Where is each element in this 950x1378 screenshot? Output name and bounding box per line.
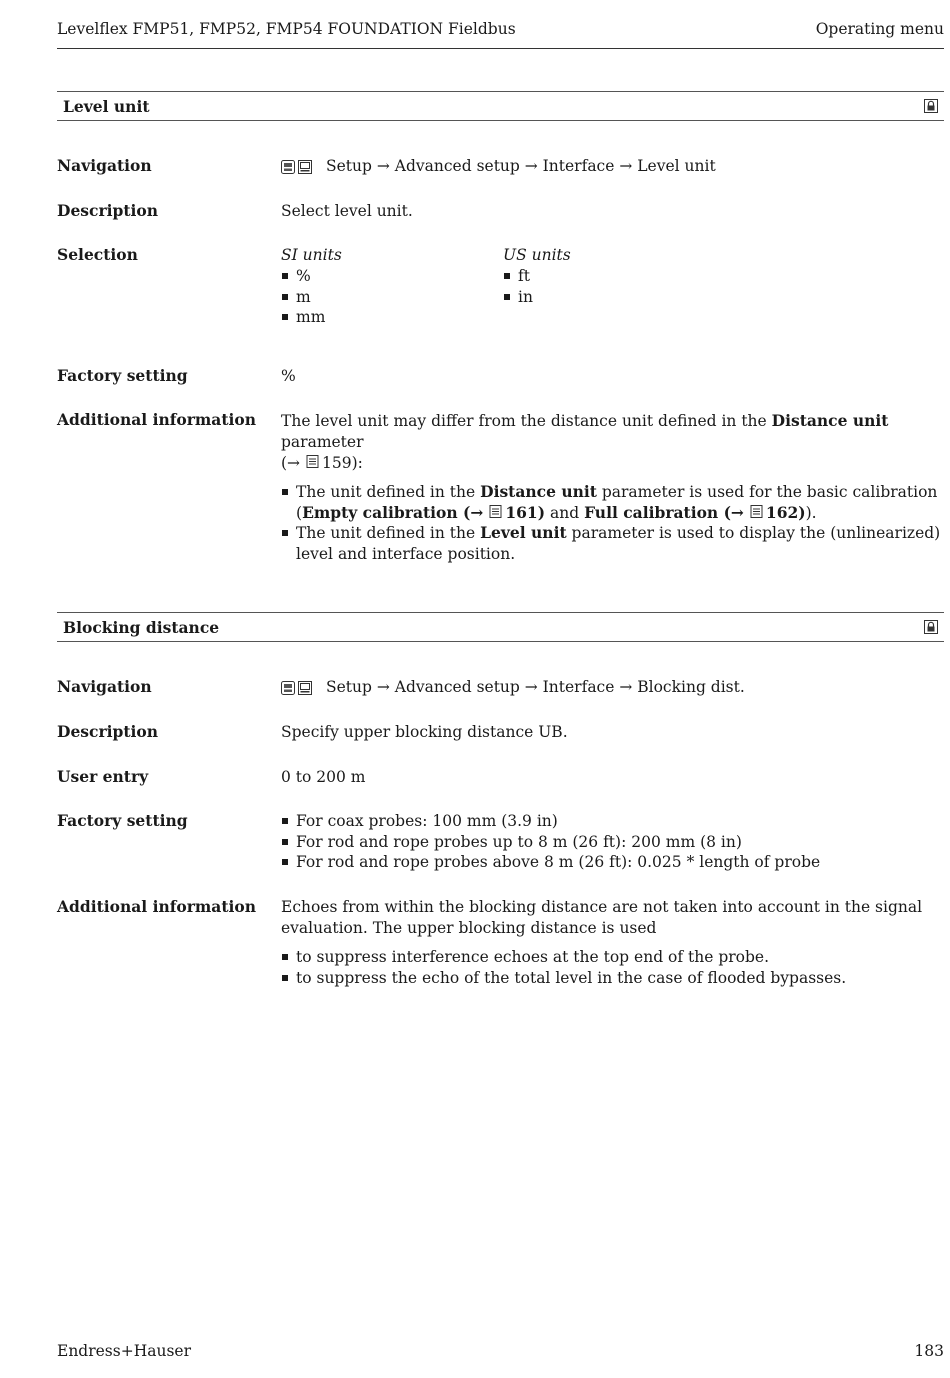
info-text: Echoes from within the blocking distance are not taken into account in the signal evaluation. The upper blocking distance is used	[281, 898, 923, 937]
description-label: Description	[57, 201, 159, 220]
additional-info-value	[281, 410, 944, 564]
page-ref-icon	[750, 505, 763, 518]
additional-info-label: Additional information	[57, 410, 257, 429]
list-item: For rod and rope probes above 8 m (26 ft): 0.025 * length of probe	[281, 852, 944, 873]
lock-icon	[924, 99, 938, 113]
description-label: Description	[57, 722, 159, 741]
list-item: ft	[503, 266, 571, 287]
document-title: Levelflex FMP51, FMP52, FMP54 FOUNDATION Fieldbus	[57, 20, 516, 38]
selection-options	[281, 245, 944, 328]
list-item: The unit defined in the Level unit parameter is used to display the (unlinearized) level and interface position.	[281, 523, 944, 564]
additional-info-label: Additional information	[57, 897, 257, 916]
us-units-column	[503, 245, 571, 328]
lock-icon	[924, 620, 938, 634]
page-ref-icon	[306, 455, 319, 468]
selection-label: Selection	[57, 245, 138, 264]
info-text: (→	[281, 454, 301, 472]
page-ref-link[interactable]: 162)	[765, 502, 806, 522]
list-item: The unit defined in the Distance unit parameter is used for the basic calibration (Empty calibration (→ 161) and Full calibration (→ 162)).	[281, 482, 944, 523]
section-name: Operating menu	[815, 20, 944, 38]
page-header	[57, 20, 944, 49]
factory-setting-value	[281, 811, 944, 873]
user-entry-label: User entry	[57, 767, 149, 786]
page-ref-icon	[489, 505, 502, 518]
factory-setting-value: %	[281, 367, 296, 385]
page-ref-link[interactable]: 159):	[322, 454, 363, 472]
navigation-label: Navigation	[57, 677, 152, 696]
si-units-column	[281, 245, 503, 328]
brand-name: Endress+Hauser	[57, 1342, 191, 1360]
list-item: to suppress the echo of the total level in the case of flooded bypasses.	[281, 968, 944, 989]
list-item: mm	[281, 307, 503, 328]
list-item: %	[281, 266, 503, 287]
page-number: 183	[914, 1342, 944, 1360]
param-link-distance-unit[interactable]: Distance unit	[771, 411, 889, 430]
factory-setting-label: Factory setting	[57, 366, 188, 385]
navigation-path: Setup → Advanced setup → Interface → Blocking dist.	[326, 678, 745, 696]
page-footer	[57, 1342, 944, 1360]
list-item: m	[281, 287, 503, 308]
si-units-heading: SI units	[281, 246, 342, 264]
blocking-distance-title: Blocking distance	[63, 617, 220, 637]
operating-tool-icon	[298, 681, 312, 695]
navigation-path: Setup → Advanced setup → Interface → Level unit	[326, 157, 716, 175]
level-unit-section-bar	[57, 91, 944, 121]
list-item: For coax probes: 100 mm (3.9 in)	[281, 811, 944, 832]
blocking-distance-section-bar	[57, 612, 944, 642]
list-item: in	[503, 287, 571, 308]
list-item: to suppress interference echoes at the top end of the probe.	[281, 947, 944, 968]
description-value: Specify upper blocking distance UB.	[281, 723, 568, 741]
info-text: parameter	[281, 433, 364, 451]
level-unit-title: Level unit	[63, 96, 150, 116]
display-module-icon	[281, 681, 295, 695]
list-item: For rod and rope probes up to 8 m (26 ft): 200 mm (8 in)	[281, 832, 944, 853]
info-text: The level unit may differ from the distance unit defined in the	[281, 412, 772, 430]
navigation-value	[281, 677, 944, 698]
operating-tool-icon	[298, 160, 312, 174]
page-ref-link[interactable]: 161)	[505, 502, 546, 522]
factory-setting-label: Factory setting	[57, 811, 188, 830]
us-units-heading: US units	[503, 246, 571, 264]
additional-info-value	[281, 897, 944, 988]
navigation-value	[281, 156, 944, 177]
description-value: Select level unit.	[281, 202, 413, 220]
user-entry-value: 0 to 200 m	[281, 768, 366, 786]
display-module-icon	[281, 160, 295, 174]
navigation-label: Navigation	[57, 156, 152, 175]
